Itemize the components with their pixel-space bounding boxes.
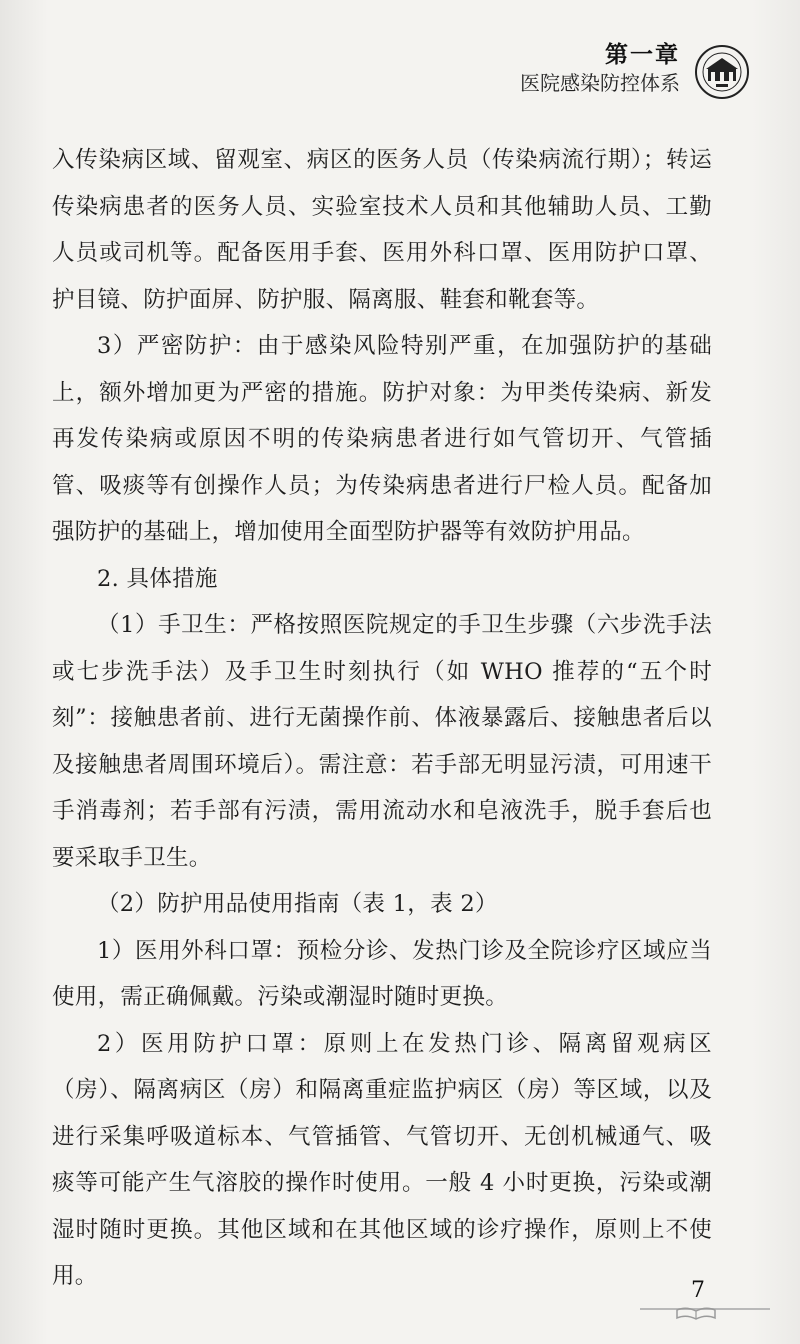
hospital-seal-logo-icon	[694, 44, 750, 100]
heading-ppe-guide: （2）防护用品使用指南（表 1，表 2）	[97, 891, 498, 917]
running-header	[520, 40, 750, 100]
paragraph-hand-hygiene: （1）手卫生：严格按照医院规定的手卫生步骤（六步洗手法或七步洗手法）及手卫生时刻执行（如 WHO 推荐的“五个时刻”：接触患者前、进行无菌操作前、体液暴露后、接触患者后以及接触患者周围环境后）。需注意：若手部无明显污渍，可用速干手消毒剂；若手部有污渍，需用流动水和皂液洗手，脱手套后也要采取手卫生。	[52, 612, 712, 871]
header-titles	[520, 40, 680, 96]
paragraph-strict-protection: 3）严密防护：由于感染风险特别严重，在加强防护的基础上，额外增加更为严密的措施。防护对象：为甲类传染病、新发再发传染病或原因不明的传染病患者进行如气管切开、气管插管、吸痰等有创操作人员；为传染病患者进行尸检人员。配备加强防护的基础上，增加使用全面型防护器等有效防护用品。	[52, 333, 712, 545]
body-text	[52, 137, 712, 1300]
section-title: 医院感染防控体系	[520, 71, 680, 95]
chapter-title: 第一章	[605, 42, 680, 68]
paragraph-surgical-mask: 1）医用外科口罩：预检分诊、发热门诊及全院诊疗区域应当使用，需正确佩戴。污染或潮湿时随时更换。	[52, 937, 712, 1010]
paragraph-ppe-level-continued: 入传染病区域、留观室、病区的医务人员（传染病流行期）；转运传染病患者的医务人员、实验室技术人员和其他辅助人员、工勤人员或司机等。配备医用手套、医用外科口罩、医用防护口罩、护目镜、防护面屏、防护服、隔离服、鞋套和靴套等。	[52, 147, 712, 313]
page-number: 7	[691, 1278, 705, 1303]
heading-specific-measures: 2. 具体措施	[97, 565, 218, 592]
open-book-icon	[675, 1306, 717, 1320]
paragraph-protective-mask: 2）医用防护口罩：原则上在发热门诊、隔离留观病区（房）、隔离病区（房）和隔离重症监护病区（房）等区域，以及进行采集呼吸道标本、气管插管、气管切开、无创机械通气、吸痰等可能产生气溶胶的操作时使用。一般 4 小时更换，污染或潮湿时随时更换。其他区域和在其他区域的诊疗操作，原则上不使用。	[52, 1030, 712, 1289]
